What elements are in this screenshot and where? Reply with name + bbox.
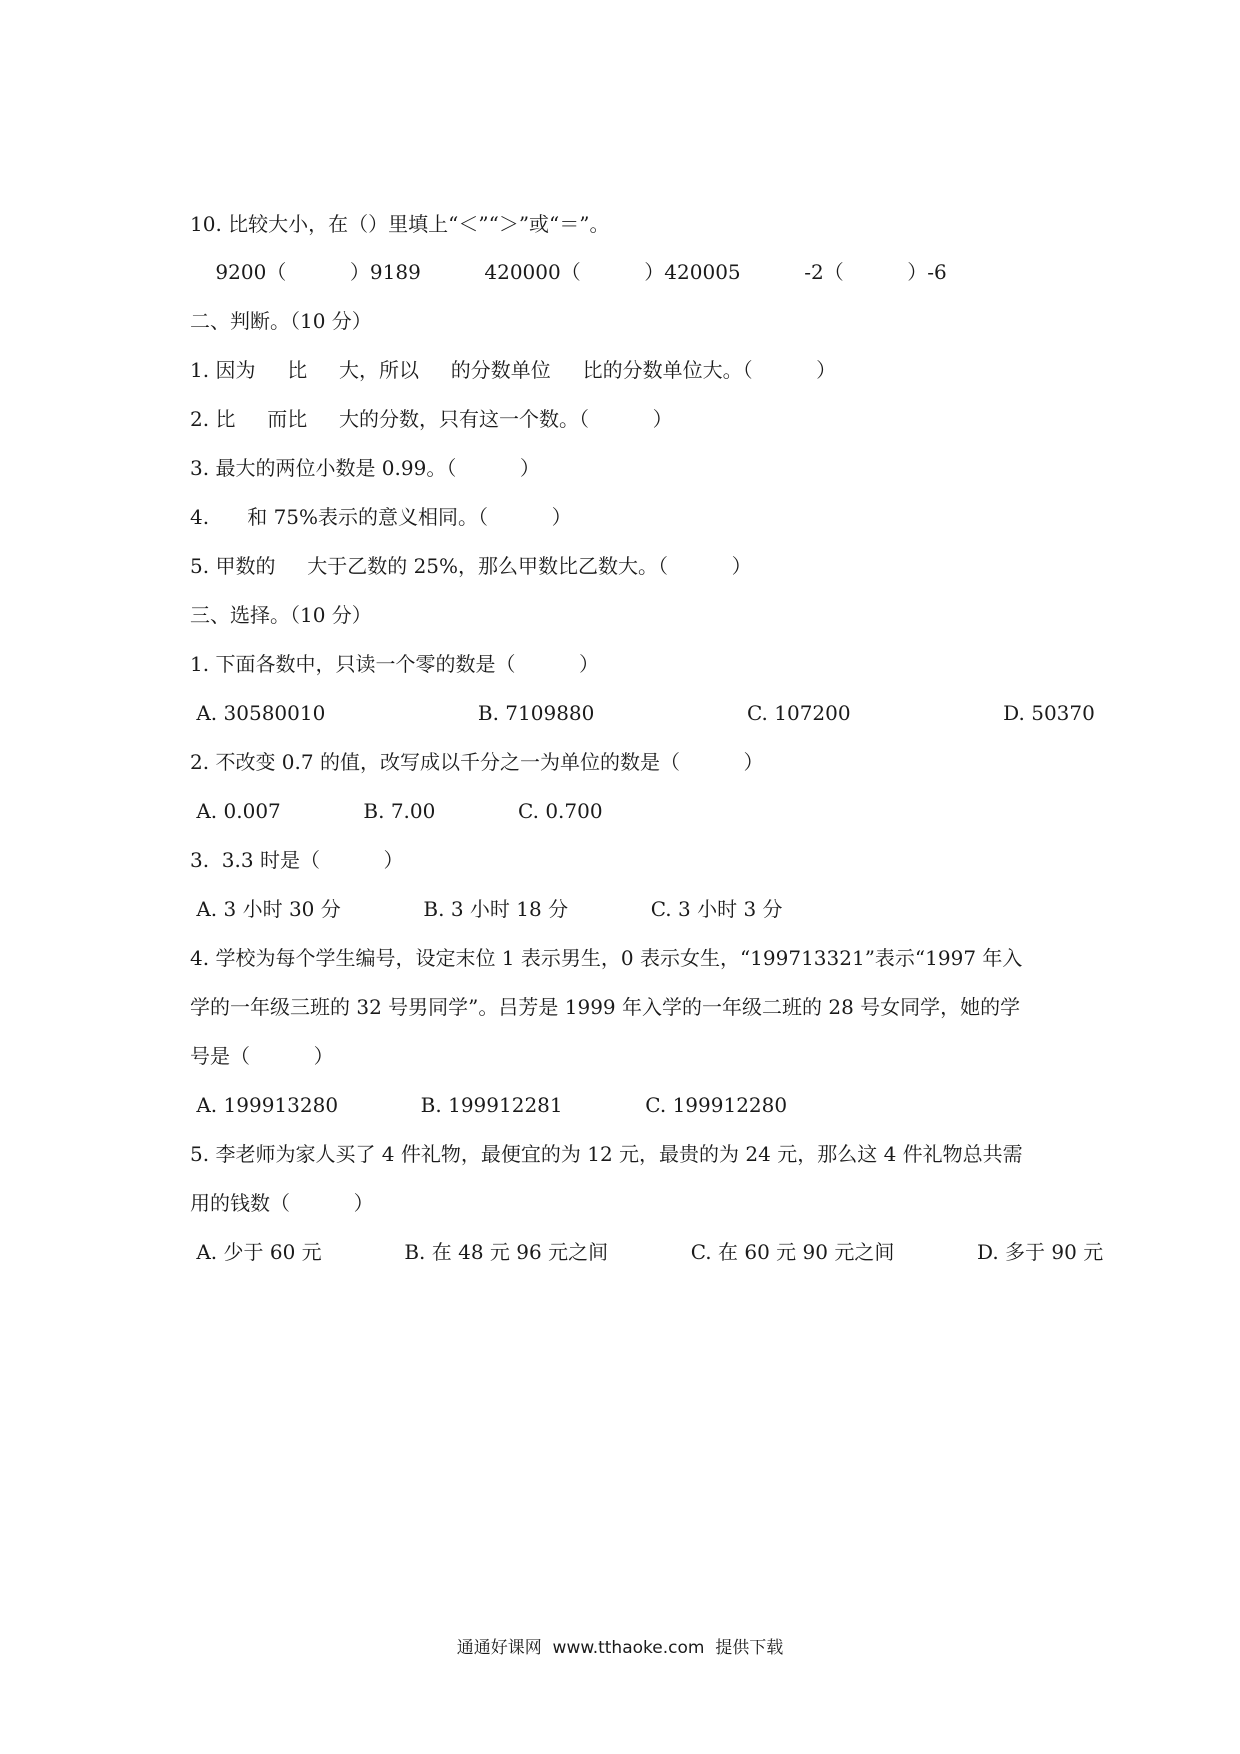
choice-question-5-line-1: 5. 李老师为家人买了 4 件礼物，最便宜的为 12 元，最贵的为 24 元，那么这 4 件礼物总共需 xyxy=(190,1142,1023,1166)
judgment-item-1: 1. 因为 比 大，所以 的分数单位 比的分数单位大。（ ） xyxy=(190,358,837,382)
question-10-title: 10. 比较大小，在（）里填上“＜”“＞”或“＝”。 xyxy=(190,212,610,236)
choice-options-5: A. 少于 60 元 B. 在 48 元 96 元之间 C. 在 60 元 90 元之间 D. 多于 90 元 xyxy=(190,1240,1104,1264)
choice-question-1: 1. 下面各数中，只读一个零的数是（ ） xyxy=(190,652,600,676)
choice-options-2: A. 0.007 B. 7.00 C. 0.700 xyxy=(190,799,603,823)
choice-options-1: A. 30580010 B. 7109880 C. 107200 D. 50370 xyxy=(190,701,1095,725)
choice-question-5-line-2: 用的钱数（ ） xyxy=(190,1191,374,1215)
section-2-title: 二、判断。（10 分） xyxy=(190,309,372,333)
judgment-item-4: 4. 和 75%表示的意义相同。（ ） xyxy=(190,505,572,529)
question-10-comparisons: 9200（ ）9189 420000（ ）420005 -2（ ）-6 xyxy=(190,260,947,284)
page-footer: 通通好课网 www.tthaoke.com 提供下载 xyxy=(456,1638,784,1658)
choice-question-3: 3. 3.3 时是（ ） xyxy=(190,848,404,872)
judgment-item-2: 2. 比 而比 大的分数，只有这一个数。（ ） xyxy=(190,407,673,431)
choice-options-4: A. 199913280 B. 199912281 C. 199912280 xyxy=(190,1093,788,1117)
choice-question-4-line-3: 号是（ ） xyxy=(190,1044,334,1068)
judgment-item-3: 3. 最大的两位小数是 0.99。（ ） xyxy=(190,456,540,480)
choice-question-2: 2. 不改变 0.7 的值，改写成以千分之一为单位的数是（ ） xyxy=(190,750,764,774)
section-3-title: 三、选择。（10 分） xyxy=(190,603,372,627)
choice-options-3: A. 3 小时 30 分 B. 3 小时 18 分 C. 3 小时 3 分 xyxy=(190,897,783,921)
choice-question-4-line-1: 4. 学校为每个学生编号，设定末位 1 表示男生，0 表示女生，“199713321”表示“1997 年入 xyxy=(190,946,1023,970)
choice-question-4-line-2: 学的一年级三班的 32 号男同学”。吕芳是 1999 年入学的一年级二班的 28 号女同学，她的学 xyxy=(190,995,1021,1019)
judgment-item-5: 5. 甲数的 大于乙数的 25%，那么甲数比乙数大。（ ） xyxy=(190,554,752,578)
